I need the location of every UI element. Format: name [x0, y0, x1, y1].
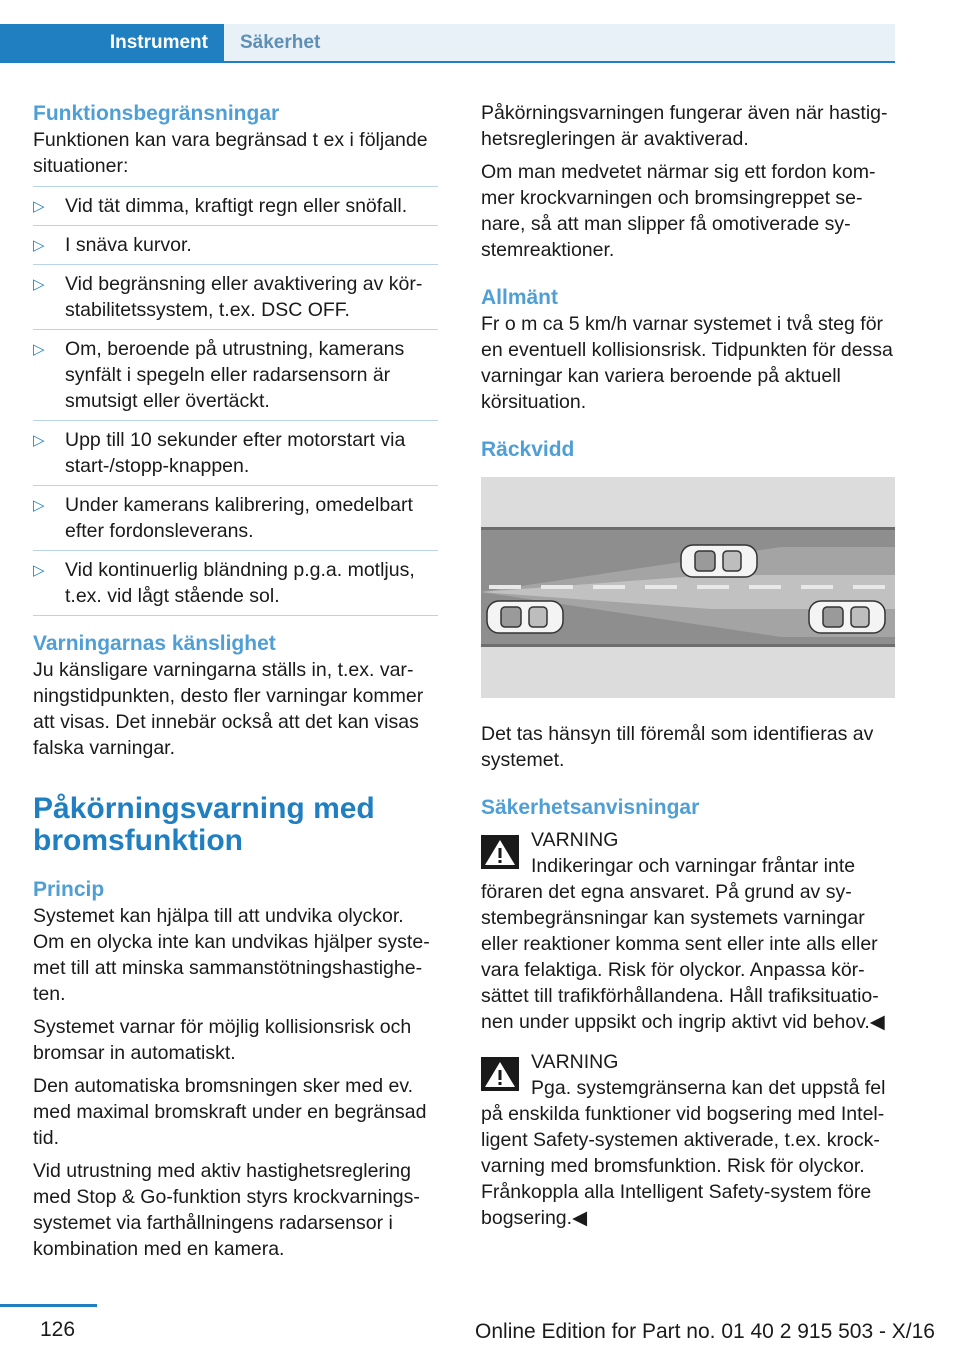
triangle-bullet-icon: ▷	[33, 276, 45, 293]
warning-block-2	[481, 1049, 895, 1231]
triangle-bullet-icon: ▷	[33, 497, 45, 514]
list-item: ▷ Vid begränsning eller avaktivering av körstabilitetssystem, t.ex. DSC OFF.	[33, 265, 438, 330]
right-column	[481, 100, 895, 1238]
heading-limits: Funktionsbegränsningar	[33, 102, 280, 125]
list-item: ▷ Om, beroende på utrustning, kamerans synfält i spegeln eller radarsensorn är smutsigt eller övertäckt.	[33, 330, 438, 421]
paragraph-intro-1: Påkörningsvarningen fungerar även när hastighetsregleringen är avaktiverad.	[481, 102, 888, 150]
paragraph-principle-2: Systemet varnar för möjlig kollisionsrisk och bromsar in automatiskt.	[33, 1016, 412, 1064]
tab-sakerhet: Säkerhet	[224, 24, 895, 62]
warning-text: på enskilda funktioner vid bogsering med Intelligent Safety-systemen aktiverade, t.ex. krockvarning med bromsfunktion. Risk för olyckor. Frånkoppla alla Intelligent Safety-system före bogsering.◀	[481, 1103, 885, 1229]
warning-triangle-icon	[481, 1057, 519, 1091]
list-item: ▷ Under kamerans kalibrering, omedelbart efter fordonsleverans.	[33, 486, 438, 551]
warning-text-first: Pga. systemgränserna kan det uppstå fel	[531, 1077, 886, 1099]
triangle-bullet-icon: ▷	[33, 237, 45, 254]
paragraph-principle-3: Den automatiska bromsningen sker med ev. med maximal bromskraft under en begränsad tid.	[33, 1075, 427, 1149]
paragraph-principle-1: Systemet kan hjälpa till att undvika olyckor. Om en olycka inte kan undvikas hjälper systemet till att minska sammanstötningshastigheten.	[33, 905, 430, 1005]
heading-main: Påkörningsvarning med bromsfunktion	[33, 792, 375, 857]
warning-text-first: Indikeringar och varningar fråntar inte	[531, 855, 856, 877]
paragraph-intro-2: Om man medvetet närmar sig ett fordon kommer krockvarningen och bromsingreppet senare, så att man slipper få omotiverade systemreaktioner.	[481, 161, 876, 261]
heading-safety: Säkerhetsanvisningar	[481, 796, 700, 819]
warning-block-1	[481, 827, 895, 1035]
header-tabs	[0, 24, 895, 62]
tab-instrument: Instrument	[0, 24, 224, 62]
range-illustration	[481, 477, 895, 698]
warning-triangle-icon	[481, 835, 519, 869]
triangle-bullet-icon: ▷	[33, 432, 45, 449]
paragraph-limits: Funktionen kan vara begränsad t ex i följande situationer:	[33, 129, 428, 177]
triangle-bullet-icon: ▷	[33, 341, 45, 358]
car-icon	[681, 545, 757, 577]
heading-principle: Princip	[33, 878, 105, 901]
warning-title: VARNING	[531, 829, 619, 851]
footer-divider	[0, 1304, 97, 1307]
list-item: ▷ Vid tät dimma, kraftigt regn eller snöfall.	[33, 186, 438, 226]
warning-text: föraren det egna ansvaret. På grund av systembegränsningar kan systemets varningar eller reaktioner komma sent eller inte alls eller vara felaktiga. Risk för olyckor. Anpassa körsättet till trafikförhållandena. Håll trafiksituationen under uppsikt och ingrip aktivt vid behov.◀	[481, 881, 885, 1033]
triangle-bullet-icon: ▷	[33, 198, 45, 215]
car-icon	[487, 601, 563, 633]
paragraph-principle-4: Vid utrustning med aktiv hastighetsreglering med Stop & Go-funktion styrs krockvarningssystemet via farthållningens radarsensor i kombination med en kamera.	[33, 1160, 420, 1260]
heading-range: Räckvidd	[481, 438, 575, 461]
paragraph-range: Det tas hänsyn till föremål som identifieras av systemet.	[481, 723, 874, 771]
car-icon	[809, 601, 885, 633]
edition-text: Online Edition for Part no. 01 40 2 915 503 - X/16	[475, 1320, 935, 1343]
left-column	[33, 100, 438, 1269]
paragraph-sensitivity: Ju känsligare varningarna ställs in, t.ex. varningstidpunkten, desto fler varningar kommer att visas. Det innebär också att det kan visas falska varningar.	[33, 659, 424, 759]
heading-general: Allmänt	[481, 286, 559, 309]
heading-sensitivity: Varningarnas känslighet	[33, 632, 276, 655]
warning-title: VARNING	[531, 1051, 619, 1073]
list-item: ▷ Upp till 10 sekunder efter motorstart via start-/stopp-knappen.	[33, 421, 438, 486]
header-divider	[0, 61, 895, 63]
triangle-bullet-icon: ▷	[33, 562, 45, 579]
limits-list	[33, 186, 438, 616]
paragraph-general: Fr o m ca 5 km/h varnar systemet i två steg för en eventuell kollisionsrisk. Tidpunkten för dessa varningar kan variera beroende på aktuell körsituation.	[481, 313, 893, 413]
list-item: ▷ I snäva kurvor.	[33, 226, 438, 265]
page-number: 126	[40, 1318, 76, 1341]
list-item: ▷ Vid kontinuerlig bländning p.g.a. motljus, t.ex. vid lågt stående sol.	[33, 551, 438, 616]
